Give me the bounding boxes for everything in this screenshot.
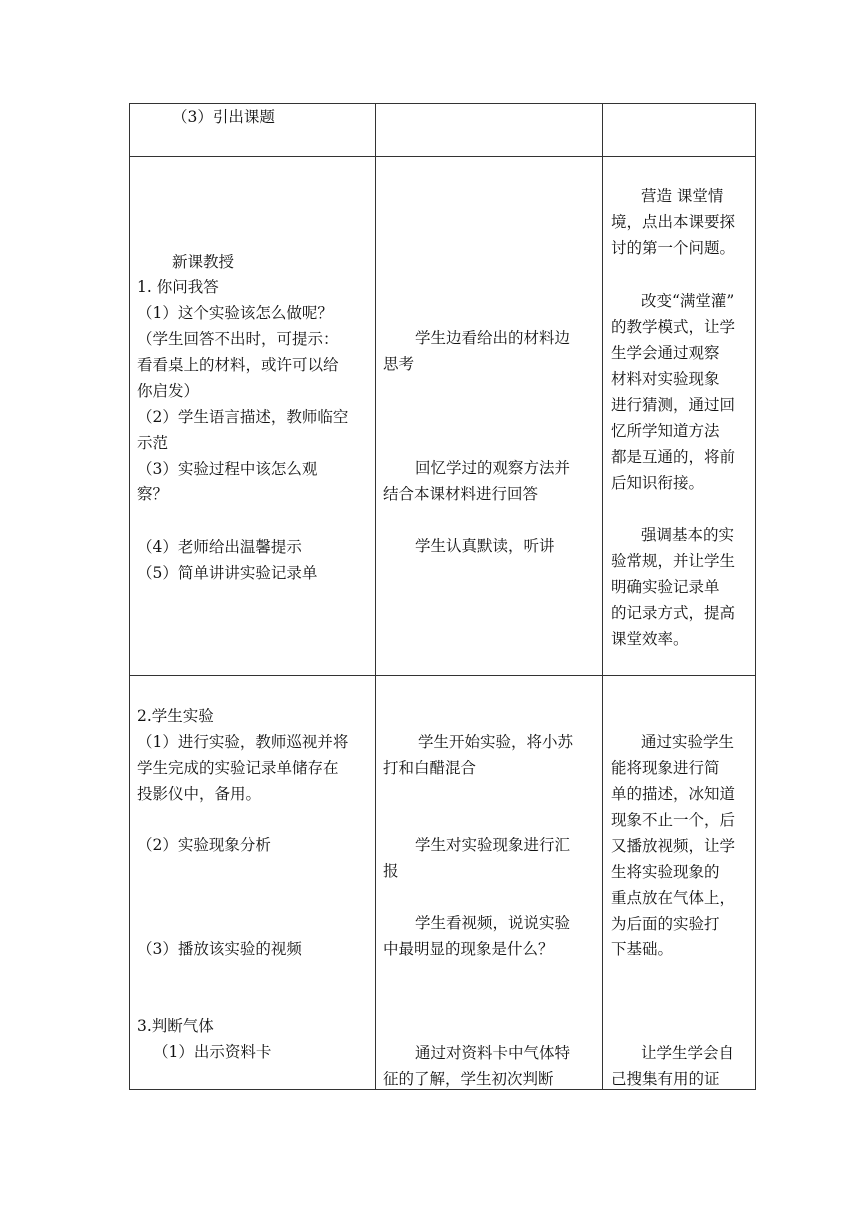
table-cell-text: 生将实验现象的 [611, 863, 720, 881]
table-cell-text: 材料对实验现象 [611, 370, 720, 388]
table-cell-text: 都是互通的，将前 [611, 448, 736, 466]
table-cell-text: 进行猜测，通过回 [611, 396, 736, 414]
table-cell-text: 单的描述，冰知道 [611, 785, 736, 803]
table-cell-text: 重点放在气体上， [611, 889, 736, 907]
column-divider [602, 104, 603, 1089]
row-divider [130, 156, 755, 157]
table-cell-text: 你启发） [137, 382, 200, 400]
table-cell-text: 讨的第一个问题。 [611, 239, 736, 257]
table-cell-text: 看看桌上的材料，或许可以给 [137, 356, 339, 374]
table-cell-text: 思考 [383, 355, 415, 373]
table-cell-text: 下基础。 [611, 940, 674, 958]
table-cell-text: 中最明显的现象是什么？ [383, 940, 554, 958]
table-cell-text: 通过对资料卡中气体特 [415, 1044, 571, 1062]
row-divider [130, 675, 755, 676]
subsection-heading: 3.判断气体 [137, 1017, 214, 1035]
table-cell-text: （1）这个实验该怎么做呢？ [137, 304, 333, 322]
table-cell-text: 现象不止一个，后 [611, 811, 736, 829]
table-cell-text: 明确实验记录单 [611, 578, 720, 596]
table-cell-text: （3）播放该实验的视频 [137, 940, 302, 958]
table-cell-text: 后知识衔接。 [611, 474, 705, 492]
table-cell-text: 通过实验学生 [641, 733, 735, 751]
table-cell-text: 的记录方式，提高 [611, 604, 736, 622]
table-cell-text: 学生认真默读，听讲 [415, 537, 555, 555]
table-cell-text: 忆所学知道方法 [611, 422, 720, 440]
table-cell-text: （3）引出课题 [172, 108, 275, 126]
subsection-heading: 1. 你问我答 [137, 278, 219, 296]
table-cell-text: （2）实验现象分析 [137, 836, 271, 854]
table-cell-text: 己搜集有用的证 [611, 1070, 720, 1088]
table-cell-text: 学生对实验现象进行汇 [415, 836, 571, 854]
table-cell-text: （3）实验过程中该怎么观 [137, 460, 318, 478]
table-cell-text: 验常规，并让学生 [611, 552, 736, 570]
table-cell-text: 营造 课堂情 [641, 187, 724, 205]
table-cell-text: 回忆学过的观察方法并 [415, 459, 571, 477]
table-cell-text: （学生回答不出时，可提示： [137, 330, 339, 348]
table-cell-text: 报 [383, 862, 399, 880]
table-cell-text: 为后面的实验打 [611, 915, 720, 933]
table-cell-text: （5）简单讲讲实验记录单 [137, 564, 318, 582]
table-cell-text: 改变“满堂灌” [641, 292, 735, 310]
table-cell-text: 又播放视频，让学 [611, 837, 736, 855]
table-cell-text: 生学会通过观察 [611, 344, 720, 362]
table-cell-text: （1）进行实验，教师巡视并将 [137, 733, 349, 751]
table-cell-text: 结合本课材料进行回答 [383, 485, 539, 503]
table-cell-text: 能将现象进行简 [611, 759, 720, 777]
table-cell-text: 学生看视频，说说实验 [415, 914, 571, 932]
table-cell-text: 察？ [137, 485, 169, 503]
table-cell-text: （4）老师给出温馨提示 [137, 538, 302, 556]
table-cell-text: 课堂效率。 [611, 630, 689, 648]
table-cell-text: （2）学生语言描述，教师临空 [137, 408, 349, 426]
table-cell-text: 投影仪中，备用。 [137, 785, 262, 803]
table-cell-text: 示范 [137, 434, 169, 452]
table-cell-text: 境，点出本课要探 [611, 213, 736, 231]
table-cell-text: 学生开始实验，将小苏 [418, 733, 574, 751]
section-heading: 新课教授 [172, 253, 235, 271]
subsection-heading: 2.学生实验 [137, 707, 214, 725]
table-cell-text: 强调基本的实 [641, 526, 735, 544]
table-cell-text: 学生边看给出的材料边 [415, 329, 571, 347]
table-cell-text: 打和白醋混合 [383, 759, 477, 777]
column-divider [375, 104, 376, 1089]
table-cell-text: 学生完成的实验记录单储存在 [137, 759, 339, 777]
table-cell-text: 让学生学会自 [641, 1044, 735, 1062]
table-cell-text: 的教学模式，让学 [611, 318, 736, 336]
table-cell-text: （1）出示资料卡 [153, 1043, 272, 1061]
table-cell-text: 征的了解，学生初次判断 [383, 1070, 554, 1088]
